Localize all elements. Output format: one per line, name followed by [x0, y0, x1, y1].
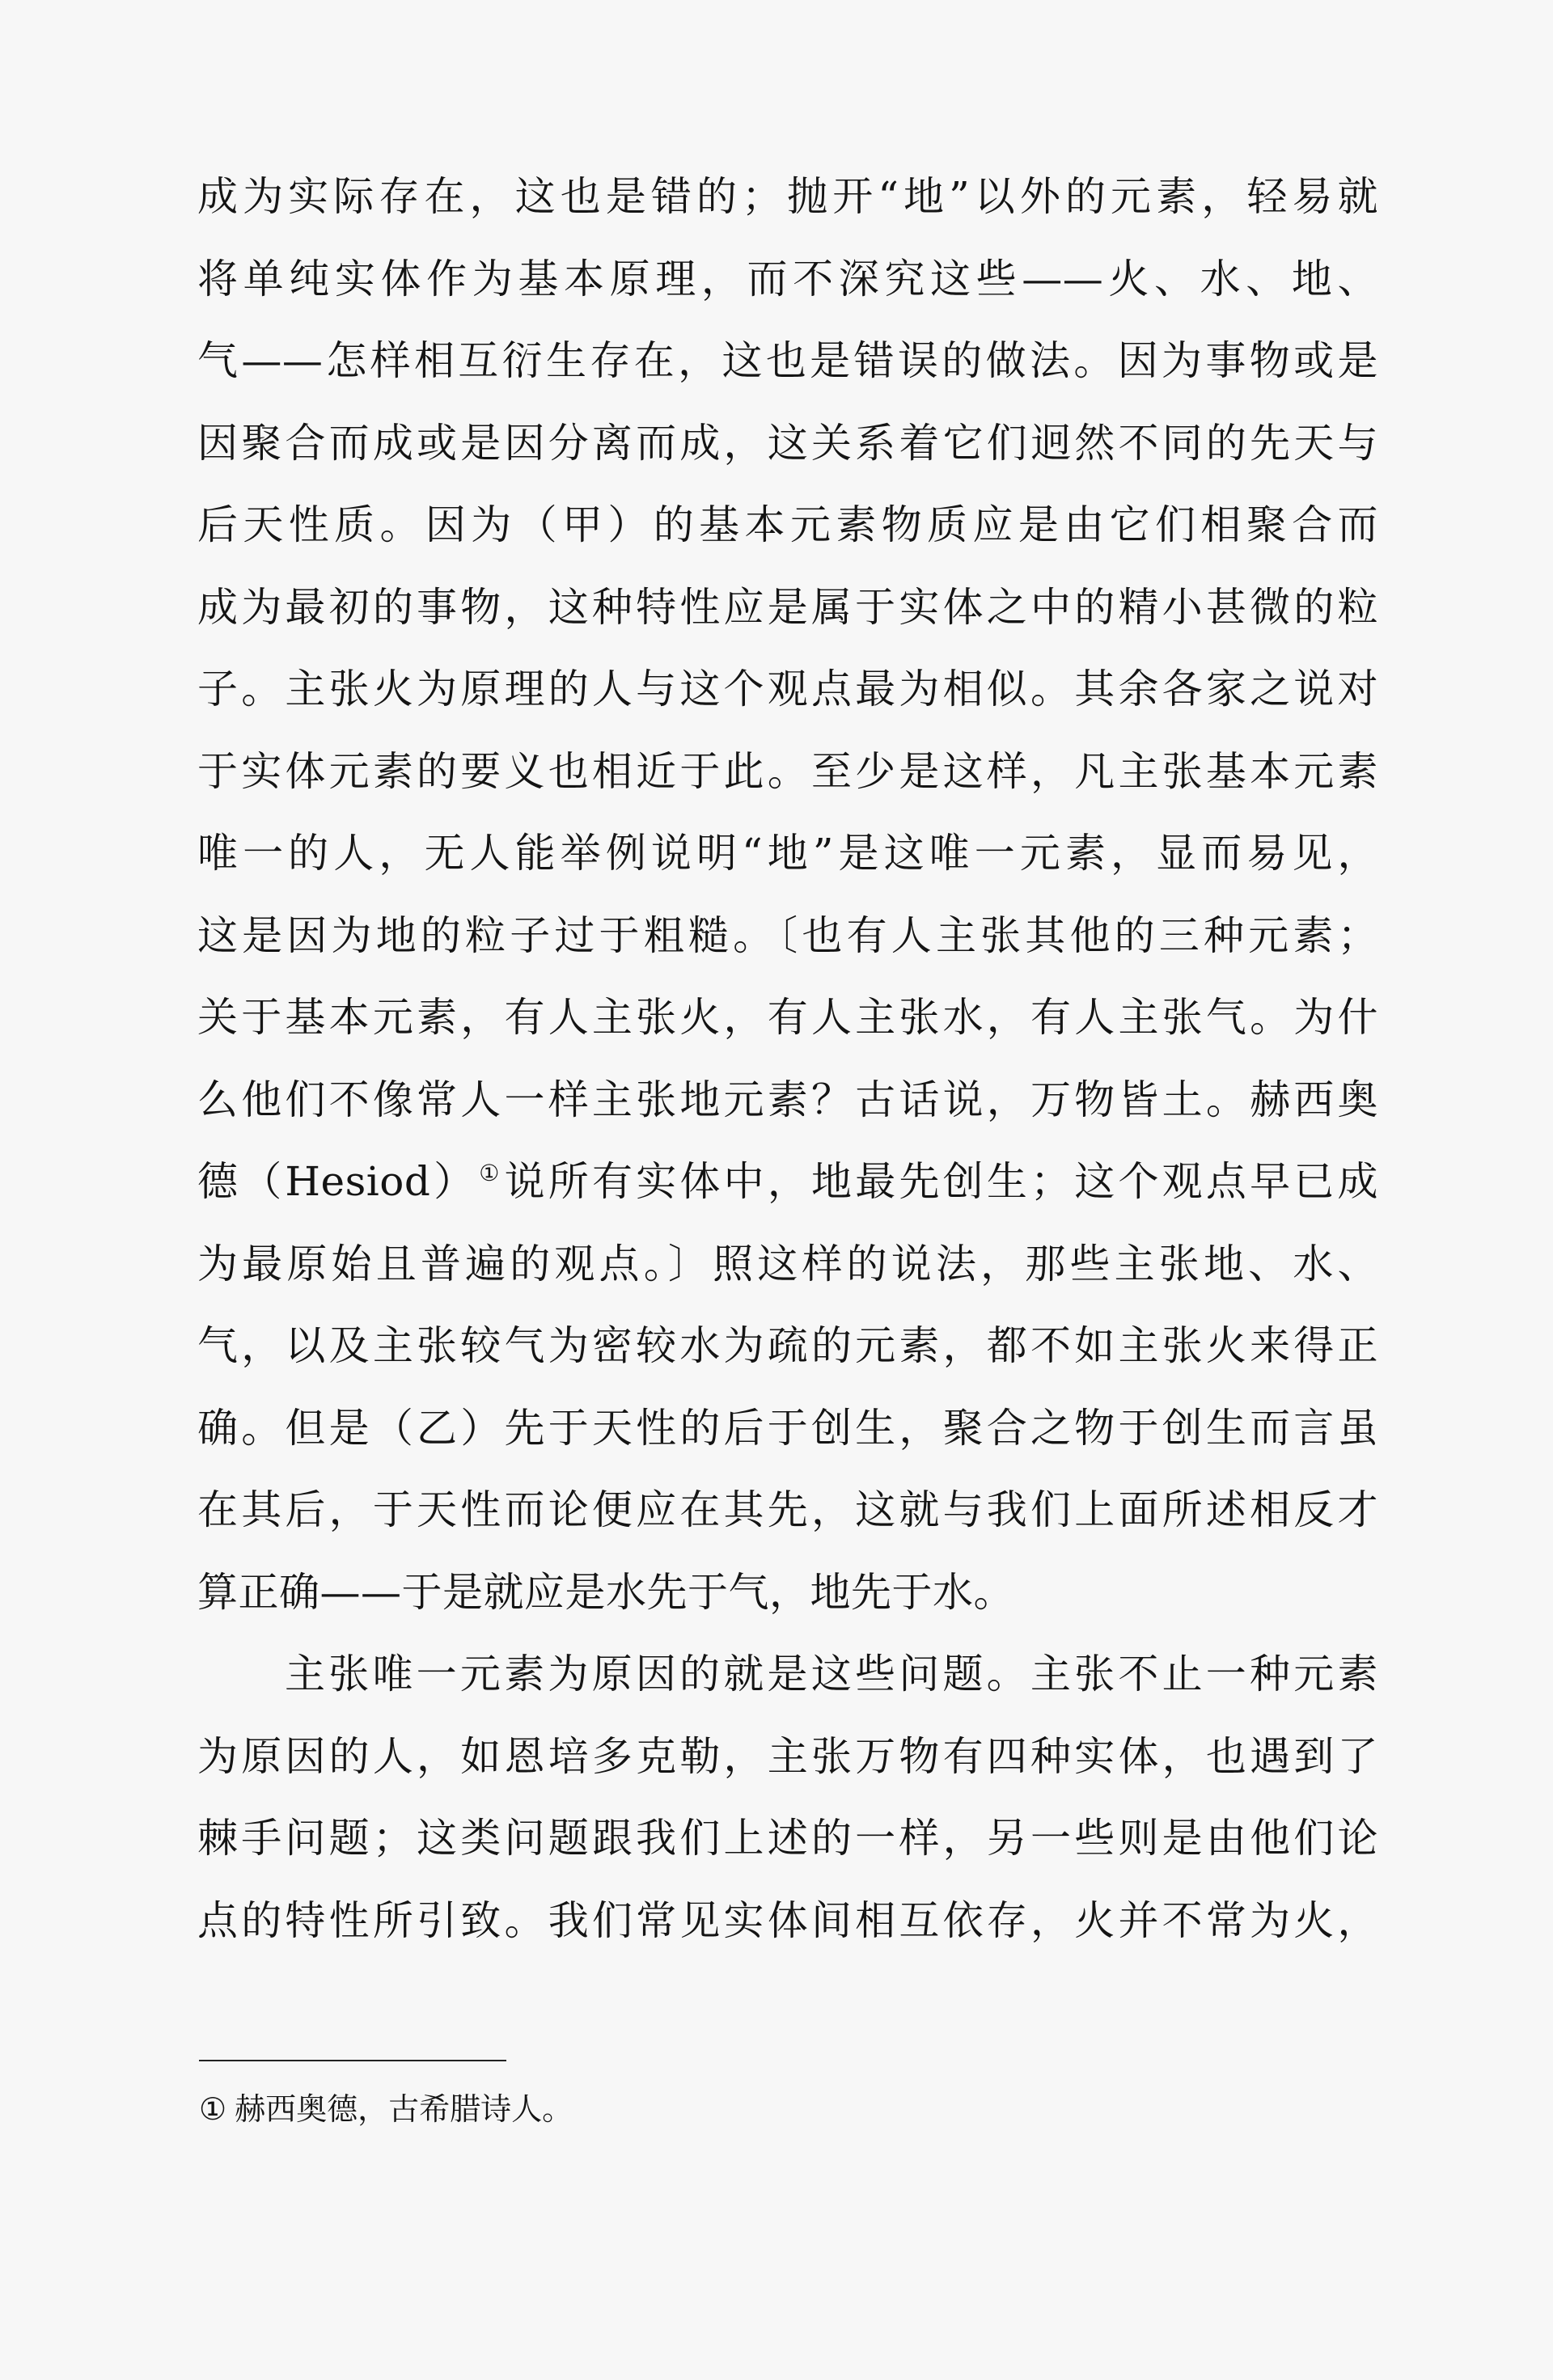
footnote	[199, 2085, 573, 2133]
text-line: 点的特性所引致。我们常见实体间相互依存，火并不常为火，	[197, 1896, 1378, 1944]
text-line: 确。但是（乙）先于天性的后于创生，聚合之物于创生而言虽	[197, 1404, 1378, 1452]
text-line: 为最原始且普遍的观点。〕照这样的说法，那些主张地、水、	[197, 1240, 1378, 1287]
text-segment: 德（Hesiod）	[197, 1158, 478, 1205]
text-line: 唯一的人，无人能举例说明“地”是这唯一元素，显而易见，	[197, 830, 1378, 877]
text-line: 么他们不像常人一样主张地元素？古话说，万物皆土。赫西奥	[197, 1076, 1378, 1123]
text-line: 因聚合而成或是因分离而成，这关系着它们迥然不同的先天与	[197, 419, 1378, 467]
text-line: 成为最初的事物，这种特性应是属于实体之中的精小甚微的粒	[197, 583, 1378, 631]
text-line: 后天性质。因为（甲）的基本元素物质应是由它们相聚合而	[197, 501, 1378, 548]
text-line: 在其后，于天性而论便应在其先，这就与我们上面所述相反才	[197, 1486, 1378, 1533]
text-line: 气，以及主张较气为密较水为疏的元素，都不如主张火来得正	[197, 1322, 1378, 1369]
footnote-divider	[199, 2060, 506, 2061]
text-line: 关于基本元素，有人主张火，有人主张水，有人主张气。为什	[197, 994, 1378, 1041]
text-line: 子。主张火为原理的人与这个观点最为相似。其余各家之说对	[197, 666, 1378, 712]
text-line: 气——怎样相互衍生存在，这也是错误的做法。因为事物或是	[197, 337, 1378, 384]
body-text	[197, 156, 1378, 1962]
text-line: 算正确——于是就应是水先于气，地先于水。	[197, 1568, 1014, 1616]
text-line-with-footnote-ref	[197, 1141, 1378, 1224]
text-line: 于实体元素的要义也相近于此。至少是这样，凡主张基本元素	[197, 747, 1378, 795]
footnote-reference[interactable]: ①	[479, 1160, 503, 1187]
text-line: 将单纯实体作为基本原理，而不深究这些——火、水、地、	[197, 255, 1378, 302]
text-line: 这是因为地的粒子过于粗糙。〔也有人主张其他的三种元素；	[197, 911, 1378, 959]
text-line: 为原因的人，如恩培多克勒，主张万物有四种实体，也遇到了	[197, 1732, 1378, 1780]
text-line: 棘手问题；这类问题跟我们上述的一样，另一些则是由他们论	[197, 1815, 1378, 1862]
footnote-text: 赫西奥德，古希腊诗人。	[235, 2091, 573, 2127]
text-line: 主张唯一元素为原因的就是这些问题。主张不止一种元素	[285, 1651, 1378, 1697]
text-segment: 说所有实体中，地最先创生；这个观点早已成	[504, 1158, 1378, 1205]
text-line: 成为实际存在，这也是错的；抛开“地”以外的元素，轻易就	[197, 173, 1378, 220]
footnote-marker: ①	[199, 2091, 227, 2127]
